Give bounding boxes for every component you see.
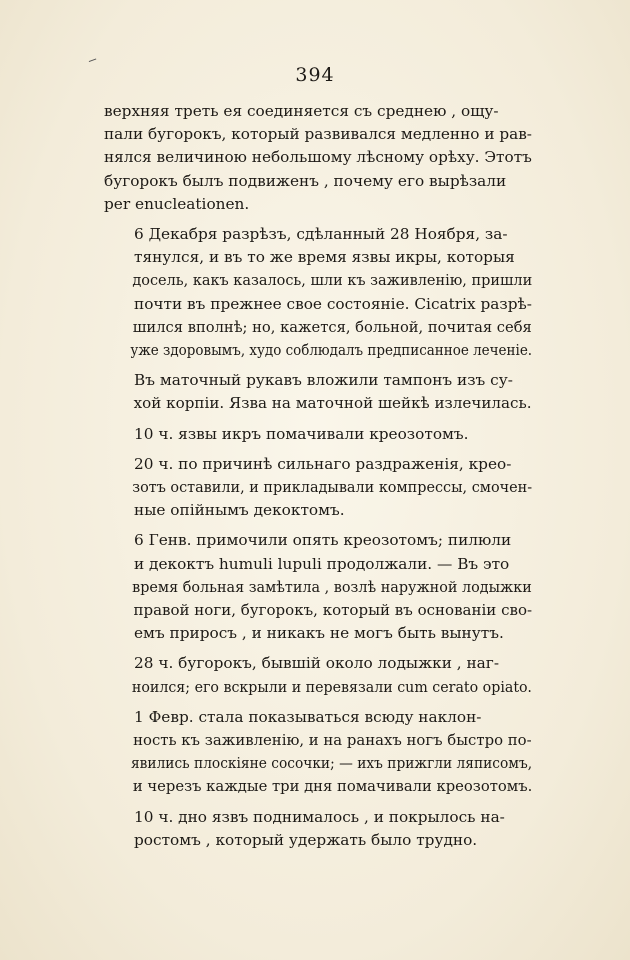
text-line: тянулся, и въ то же время язвы икры, которыя <box>134 248 515 267</box>
text-line: 6 Декабря разрѣзъ, сдѣланный 28 Ноября, за- <box>134 225 508 244</box>
text-line: и декоктъ humuli lupuli продолжали. — Въ это <box>134 554 510 573</box>
text-line: ростомъ , который удержать было трудно. <box>134 830 478 849</box>
paragraph <box>104 223 532 362</box>
page-number: 394 <box>295 64 335 86</box>
body-text <box>104 100 532 859</box>
text-line: явились плоскіяне сосочки; — ихъ прижгли ляписомъ, <box>130 754 533 773</box>
text-line: досель, какъ казалось, шли къ заживленію, пришли <box>132 271 533 290</box>
paragraph <box>104 369 532 415</box>
stray-ink-mark: ‒ <box>85 50 100 70</box>
text-line: 1 Февр. стала показываться всюду наклон- <box>134 707 482 726</box>
paragraph <box>104 453 532 523</box>
text-line: пали бугорокъ, который развивался медленно и рав- <box>104 125 532 144</box>
paragraph <box>104 100 532 216</box>
paragraph <box>104 529 532 645</box>
text-line: 10 ч. дно язвъ поднималось , и покрылось на- <box>134 807 505 826</box>
text-line: уже здоровымъ, худо соблюдалъ предписанное леченіе. <box>130 341 533 360</box>
text-line: ные опійнымъ декоктомъ. <box>134 501 345 520</box>
text-line: почти въ прежнее свое состояніе. Cicatrix разрѣ- <box>134 294 532 313</box>
text-line: зотъ оставили, и прикладывали компрессы, смочен- <box>132 478 533 497</box>
text-line: бугорокъ былъ подвиженъ , почему его вырѣзали <box>104 171 507 190</box>
text-line: 28 ч. бугорокъ, бывшій около лодыжки , наг- <box>134 654 499 673</box>
text-line: правой ноги, бугорокъ, который въ основаніи сво- <box>133 601 533 620</box>
text-line: емъ приросъ , и никакъ не могъ быть вынутъ. <box>134 624 504 643</box>
text-line: и черезъ каждые три дня помачивали креозотомъ. <box>132 777 533 796</box>
text-line: время больная замѣтила , возлѣ наружной лодыжки <box>132 577 532 596</box>
text-line: верхняя треть ея соединяется съ среднею , ощу- <box>104 102 499 120</box>
text-line: per enucleationen. <box>104 194 250 213</box>
text-line: шился вполнѣ; но, кажется, больной, почитая себя <box>132 317 532 336</box>
text-line: 20 ч. по причинѣ сильнаго раздраженія, крео- <box>134 454 512 473</box>
text-line: 6 Генв. примочили опять креозотомъ; пилюли <box>134 531 512 550</box>
paragraph <box>104 652 532 698</box>
text-line: хой корпіи. Язва на маточной шейкѣ излечилась. <box>133 394 532 413</box>
text-line: ность къ заживленію, и на ранахъ ногъ быстро по- <box>133 731 532 750</box>
text-line: Въ маточный рукавъ вложили тампонъ изъ су- <box>134 371 513 390</box>
text-line: ноился; его вскрыли и перевязали cum cerato opiato. <box>131 677 532 696</box>
paragraph <box>104 423 532 446</box>
paragraph <box>104 806 532 852</box>
text-line: нялся величиною небольшому лѣсному орѣху. Этотъ <box>104 148 532 167</box>
text-line: 10 ч. язвы икръ помачивали креозотомъ. <box>134 424 469 443</box>
paragraph <box>104 706 532 799</box>
